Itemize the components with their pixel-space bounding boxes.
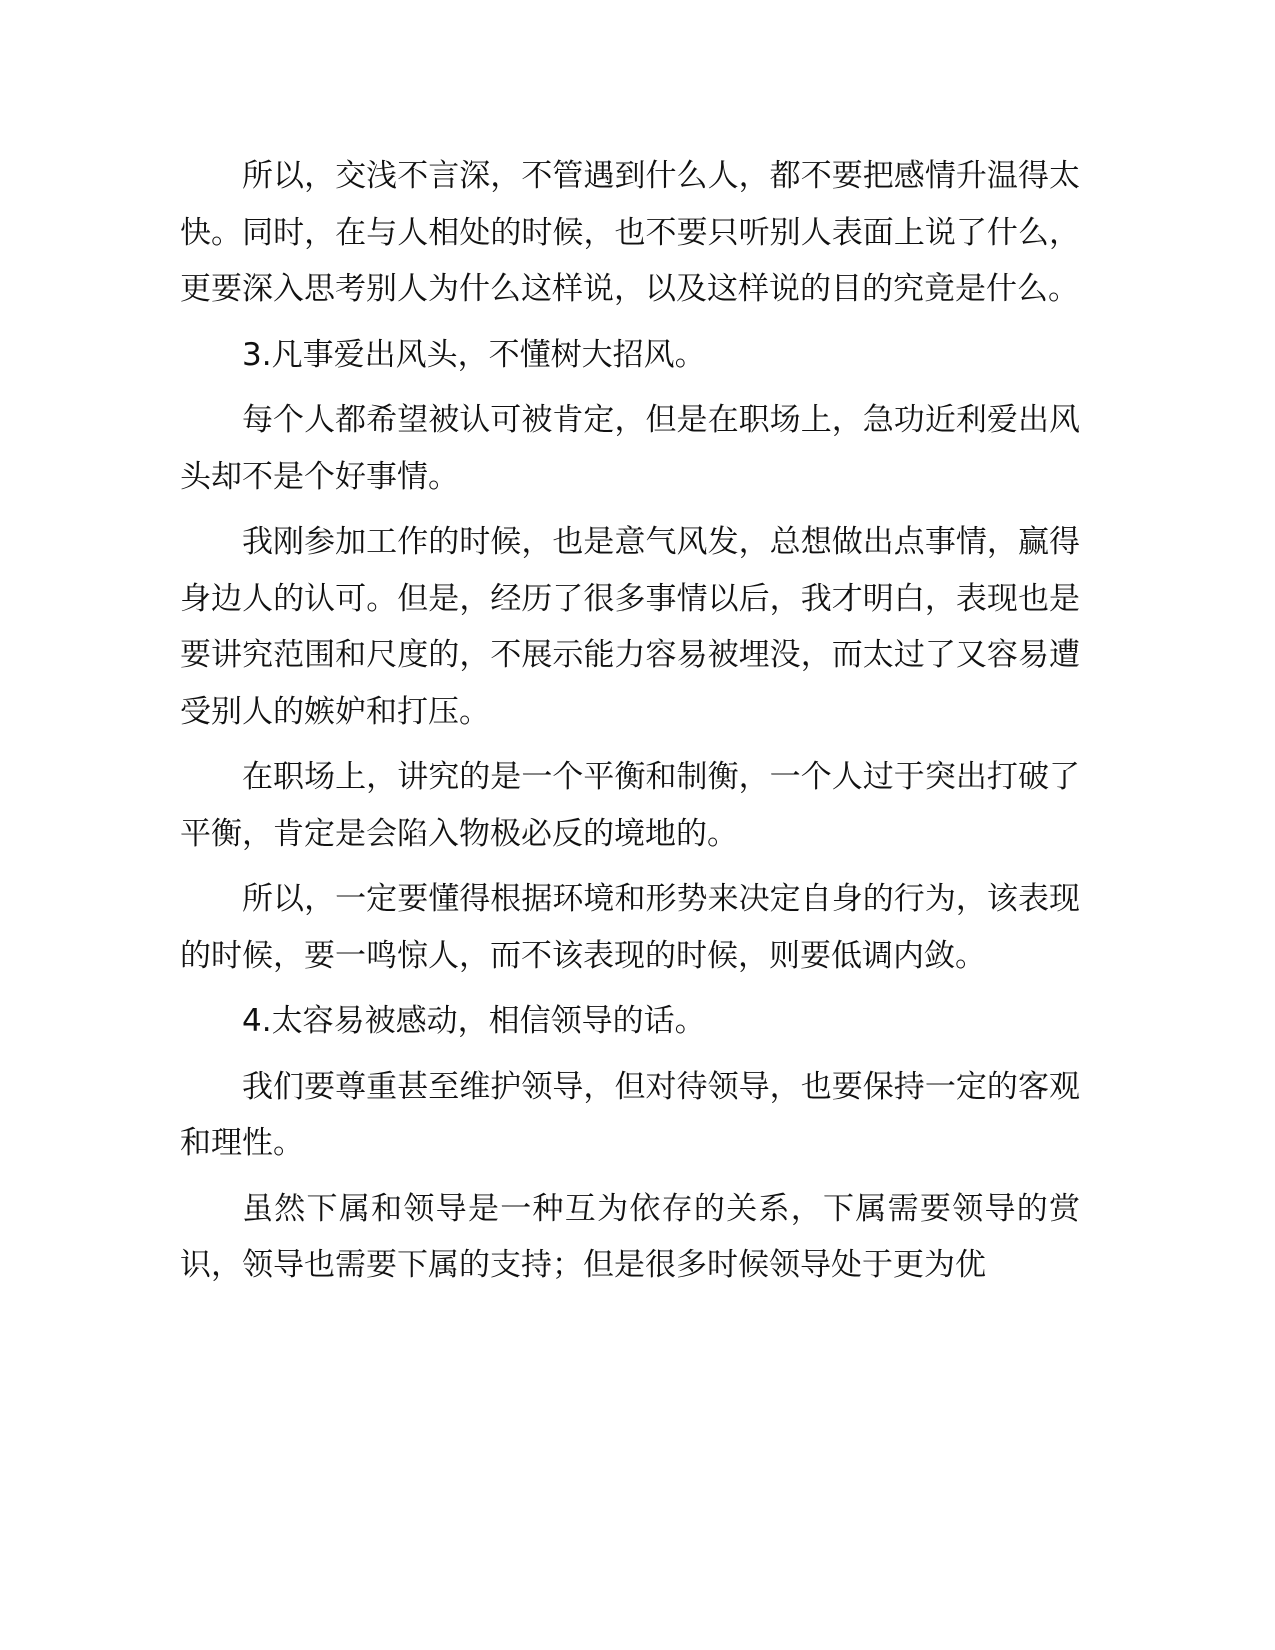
paragraph-6: 我们要尊重甚至维护领导，但对待领导，也要保持一定的客观和理性。 xyxy=(180,1068,1080,1161)
heading-point-4: 4.太容易被感动，相信领导的话。 xyxy=(242,1003,706,1039)
document-page xyxy=(180,148,1080,1303)
paragraph-7: 虽然下属和领导是一种互为依存的关系，下属需要领导的赏识，领导也需要下属的支持；但是很多时候领导处于更为优 xyxy=(180,1190,1080,1283)
paragraph-2: 每个人都希望被认可被肯定，但是在职场上，急功近利爱出风头却不是个好事情。 xyxy=(180,402,1080,495)
paragraph-1: 所以，交浅不言深，不管遇到什么人，都不要把感情升温得太快。同时，在与人相处的时候，也不要只听别人表面上说了什么，更要深入思考别人为什么这样说，以及这样说的目的究竟是什么。 xyxy=(180,158,1080,307)
heading-point-3: 3.凡事爱出风头，不懂树大招风。 xyxy=(242,336,706,373)
paragraph-5: 所以，一定要懂得根据环境和形势来决定自身的行为，该表现的时候，要一鸣惊人，而不该表现的时候，则要低调内敛。 xyxy=(180,881,1080,974)
paragraph-3: 我刚参加工作的时候，也是意气风发，总想做出点事情，赢得身边人的认可。但是，经历了很多事情以后，我才明白，表现也是要讲究范围和尺度的，不展示能力容易被埋没，而太过了又容易遭受别人的嫉妒和打压。 xyxy=(180,524,1080,730)
paragraph-4: 在职场上，讲究的是一个平衡和制衡，一个人过于突出打破了平衡，肯定是会陷入物极必反的境地的。 xyxy=(180,759,1080,852)
